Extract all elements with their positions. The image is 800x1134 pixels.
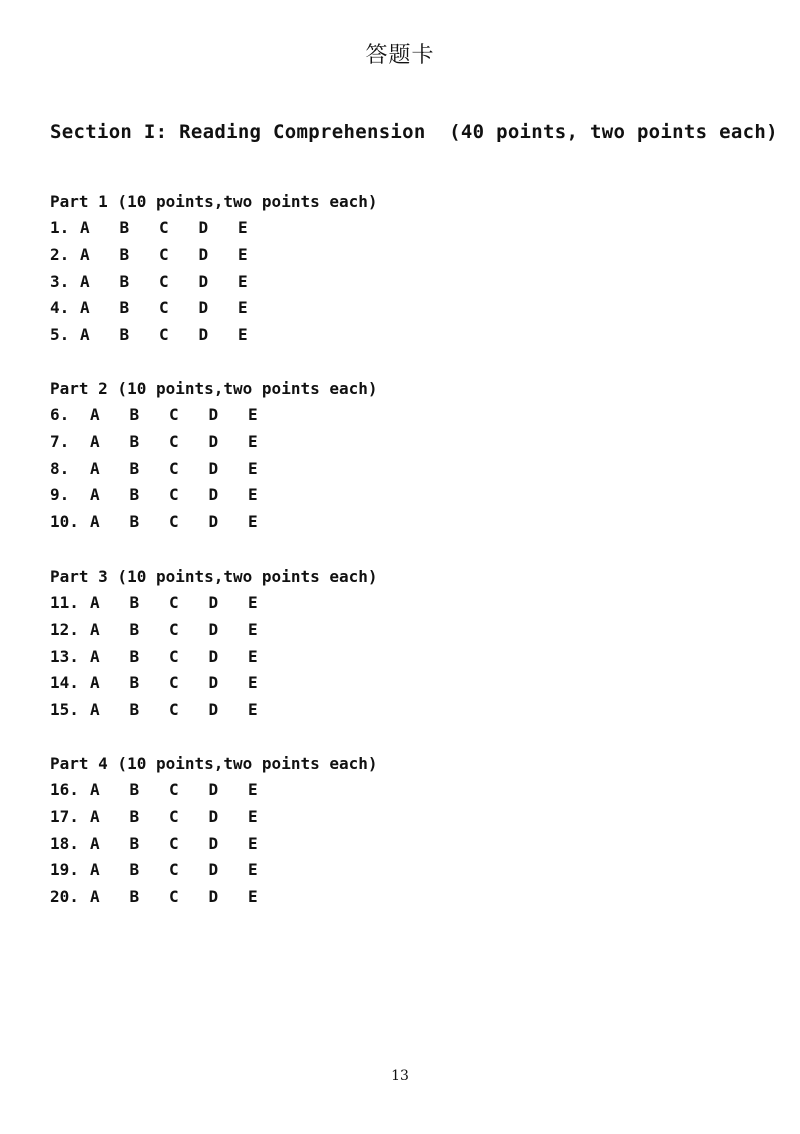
part-2 (50, 375, 378, 536)
question-number: 6. (50, 405, 70, 424)
question-number: 9. (50, 485, 70, 505)
answer-option[interactable]: A (90, 860, 100, 880)
answer-option[interactable]: A (80, 298, 90, 318)
answer-option[interactable]: B (129, 860, 140, 880)
answer-option[interactable]: B (119, 271, 130, 291)
answer-option[interactable]: E (238, 244, 248, 264)
answer-option[interactable]: B (129, 833, 140, 853)
answer-option[interactable]: A (90, 780, 100, 799)
answer-option[interactable]: B (119, 298, 130, 318)
answer-option[interactable]: D (208, 860, 219, 880)
answer-option[interactable]: B (129, 646, 140, 666)
question-row (50, 215, 378, 242)
answer-option[interactable]: E (248, 485, 258, 505)
question-row (50, 269, 378, 296)
answer-option[interactable]: D (198, 218, 209, 237)
question-number: 16. (50, 780, 79, 799)
question-row (50, 644, 378, 671)
answer-option[interactable]: C (169, 431, 179, 451)
answer-option[interactable]: D (208, 780, 219, 799)
answer-option[interactable]: C (169, 780, 179, 799)
answer-option[interactable]: A (90, 806, 100, 826)
question-row (50, 617, 378, 644)
answer-option[interactable]: B (129, 485, 140, 505)
answer-option[interactable]: E (248, 619, 258, 639)
answer-option[interactable]: A (90, 646, 100, 666)
answer-option[interactable]: C (169, 646, 179, 666)
answer-option[interactable]: B (129, 619, 140, 639)
answer-option[interactable]: C (169, 887, 179, 907)
answer-option[interactable]: C (169, 619, 179, 639)
answer-option[interactable]: C (159, 271, 169, 291)
answer-option[interactable]: E (238, 298, 248, 318)
answer-option[interactable]: D (208, 887, 219, 907)
part-heading: Part 3 (10 points,two points each) (50, 567, 378, 586)
answer-option[interactable]: A (90, 405, 100, 424)
answer-option[interactable]: C (169, 673, 179, 693)
answer-option[interactable]: E (248, 431, 258, 451)
question-number: 5. (50, 325, 70, 345)
question-row (50, 697, 378, 724)
answer-option[interactable]: A (90, 458, 100, 478)
answer-option[interactable]: C (169, 405, 179, 424)
answer-option[interactable]: B (129, 405, 140, 424)
answer-option[interactable]: B (129, 512, 140, 532)
answer-option[interactable]: D (208, 673, 219, 693)
answer-option[interactable]: B (129, 780, 140, 799)
answer-option[interactable]: C (169, 485, 179, 505)
part-heading: Part 2 (10 points,two points each) (50, 379, 378, 398)
answer-option[interactable]: E (248, 458, 258, 478)
question-row (50, 482, 378, 509)
answer-option[interactable]: E (248, 833, 258, 853)
answer-option[interactable]: D (208, 833, 219, 853)
answer-option[interactable]: A (90, 700, 100, 720)
answer-option[interactable]: D (208, 593, 219, 612)
part-3 (50, 563, 378, 724)
part-heading: Part 1 (10 points,two points each) (50, 192, 378, 211)
answer-option[interactable]: D (208, 485, 219, 505)
answer-option[interactable]: E (248, 806, 258, 826)
answer-option[interactable]: A (90, 593, 100, 612)
answer-option[interactable]: D (208, 646, 219, 666)
answer-option[interactable]: B (129, 806, 140, 826)
question-row (50, 884, 378, 911)
question-row (50, 295, 378, 322)
answer-option[interactable]: C (169, 700, 179, 720)
question-number: 11. (50, 593, 79, 612)
answer-option[interactable]: A (80, 218, 90, 237)
answer-option[interactable]: E (238, 218, 248, 237)
answer-option[interactable]: B (119, 244, 130, 264)
question-number: 18. (50, 833, 79, 853)
question-row (50, 590, 378, 617)
answer-option[interactable]: E (248, 405, 258, 424)
answer-option[interactable]: A (80, 271, 90, 291)
answer-option[interactable]: C (159, 218, 169, 237)
answer-option[interactable]: A (80, 244, 90, 264)
question-number: 3. (50, 271, 70, 291)
question-row (50, 777, 378, 804)
answer-option[interactable]: E (248, 512, 258, 532)
page-number: 13 (391, 1068, 409, 1084)
answer-option[interactable]: D (208, 458, 219, 478)
answer-option[interactable]: C (169, 593, 179, 612)
question-row (50, 402, 378, 429)
question-row (50, 831, 378, 858)
answer-option[interactable]: B (129, 673, 140, 693)
part-heading: Part 4 (10 points,two points each) (50, 754, 378, 773)
answer-option[interactable]: B (129, 700, 140, 720)
answer-option[interactable]: A (90, 833, 100, 853)
answer-option[interactable]: D (208, 619, 219, 639)
section-heading: Section I: Reading Comprehension (40 points, two points each) (50, 121, 778, 143)
question-number: 19. (50, 860, 79, 880)
question-number: 2. (50, 244, 70, 264)
answer-option[interactable]: B (119, 325, 130, 345)
answer-option[interactable]: E (238, 271, 248, 291)
answer-option[interactable]: E (248, 700, 258, 720)
answer-option[interactable]: B (129, 458, 140, 478)
answer-option[interactable]: D (198, 298, 209, 318)
answer-option[interactable]: C (159, 325, 169, 345)
question-row (50, 242, 378, 269)
answer-option[interactable]: E (248, 860, 258, 880)
answer-option[interactable]: A (90, 673, 100, 693)
answer-option[interactable]: D (198, 271, 209, 291)
part-4 (50, 750, 378, 911)
question-row (50, 322, 378, 349)
question-row (50, 429, 378, 456)
answer-option[interactable]: D (208, 431, 219, 451)
question-number: 10. (50, 512, 79, 532)
answer-option[interactable]: C (169, 806, 179, 826)
answer-option[interactable]: E (248, 887, 258, 907)
answer-option[interactable]: D (208, 806, 219, 826)
question-number: 1. (50, 218, 70, 237)
answer-option[interactable]: B (129, 887, 140, 907)
answer-option[interactable]: A (90, 887, 100, 907)
answer-option[interactable]: C (169, 833, 179, 853)
page-title: 答题卡 (365, 43, 435, 68)
part-1 (50, 188, 378, 349)
question-number: 13. (50, 646, 79, 666)
question-number: 4. (50, 298, 70, 318)
answer-option[interactable]: C (169, 860, 179, 880)
answer-option[interactable]: B (129, 593, 140, 612)
question-number: 12. (50, 619, 79, 639)
answer-option[interactable]: D (208, 700, 219, 720)
answer-option[interactable]: E (238, 325, 248, 345)
question-number: 17. (50, 806, 79, 826)
answer-option[interactable]: C (169, 512, 179, 532)
question-number: 7. (50, 431, 70, 451)
answer-option[interactable]: A (90, 619, 100, 639)
answer-option[interactable]: D (208, 405, 219, 424)
answer-option[interactable]: E (248, 673, 258, 693)
answer-option[interactable]: A (90, 485, 100, 505)
answer-option[interactable]: D (208, 512, 219, 532)
question-number: 8. (50, 458, 70, 478)
question-row (50, 509, 378, 536)
answer-option[interactable]: B (119, 218, 130, 237)
answer-option[interactable]: E (248, 780, 258, 799)
answer-option[interactable]: C (159, 298, 169, 318)
answer-option[interactable]: B (129, 431, 140, 451)
answer-option[interactable]: D (198, 325, 209, 345)
answer-option[interactable]: C (159, 244, 169, 264)
answer-option[interactable]: A (80, 325, 90, 345)
answer-option[interactable]: C (169, 458, 179, 478)
answer-option[interactable]: A (90, 431, 100, 451)
question-number: 15. (50, 700, 79, 720)
question-number: 14. (50, 673, 79, 693)
question-row (50, 456, 378, 483)
answer-option[interactable]: E (248, 593, 258, 612)
question-row (50, 804, 378, 831)
answer-option[interactable]: D (198, 244, 209, 264)
question-number: 20. (50, 887, 79, 907)
question-row (50, 670, 378, 697)
answer-option[interactable]: E (248, 646, 258, 666)
question-row (50, 857, 378, 884)
answer-option[interactable]: A (90, 512, 100, 532)
